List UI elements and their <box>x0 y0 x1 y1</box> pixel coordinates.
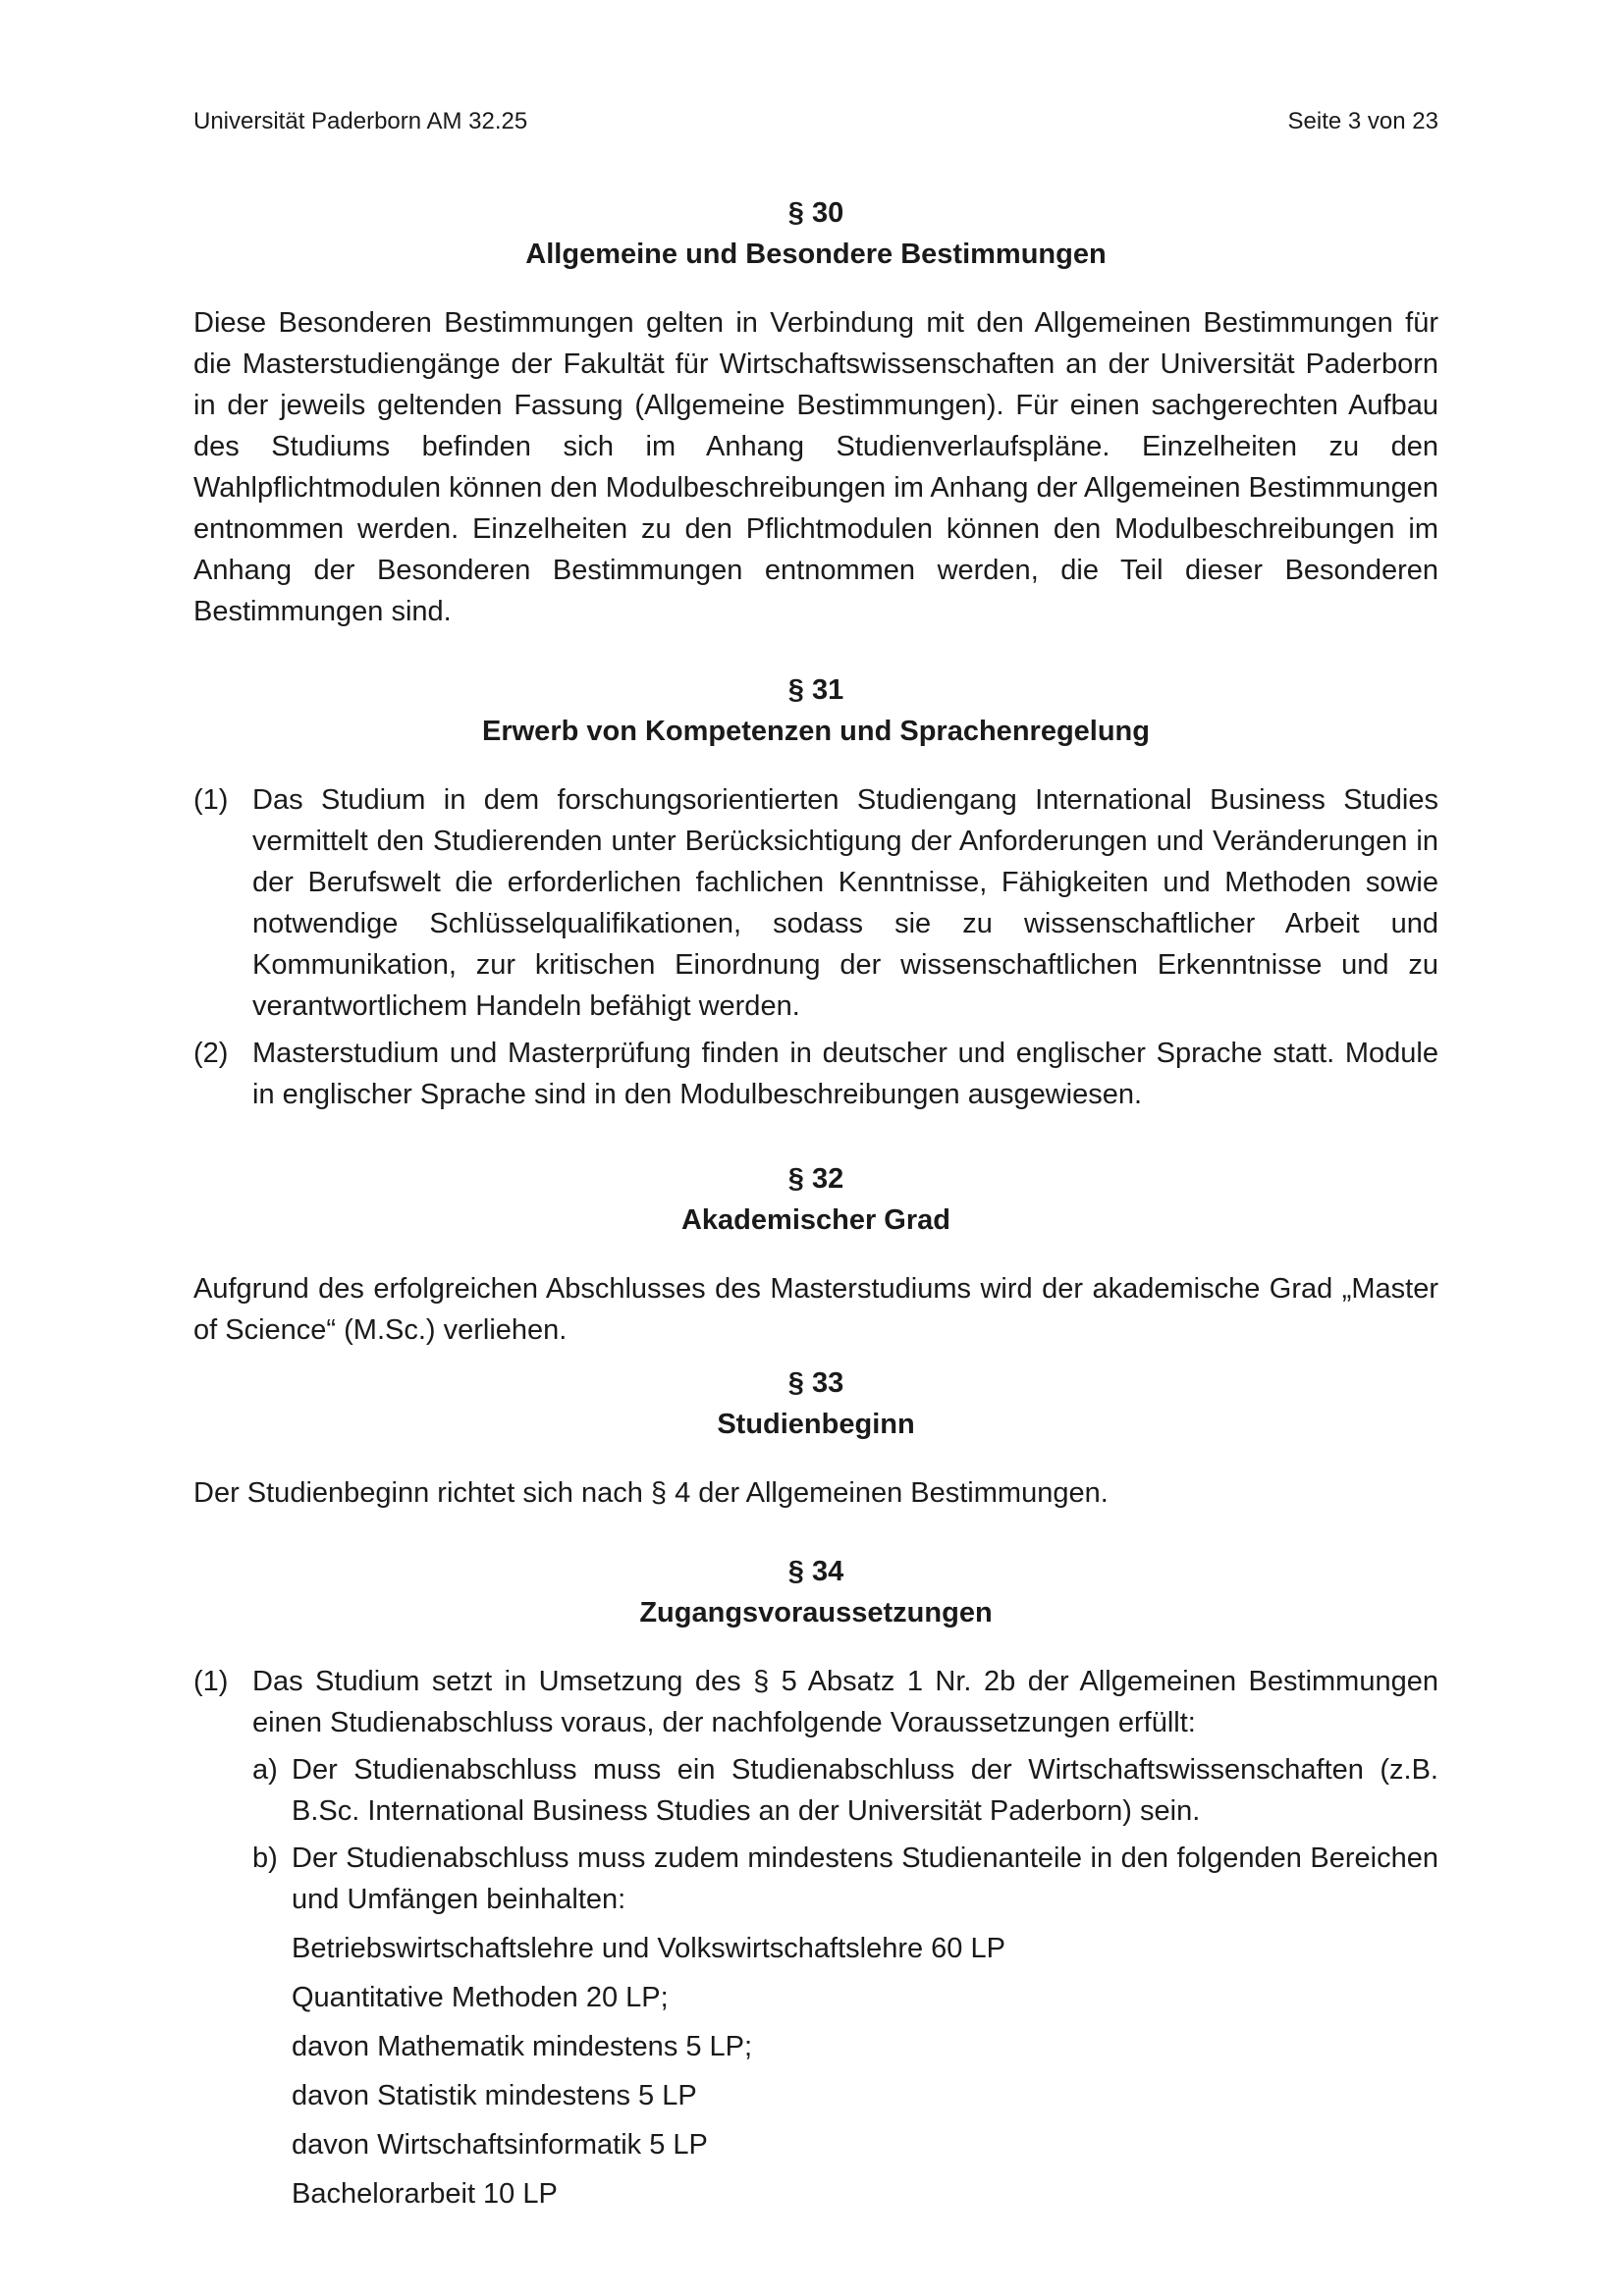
requirement-line: davon Statistik mindestens 5 LP <box>292 2080 697 2111</box>
section-30-title: Allgemeine und Besondere Bestimmungen <box>525 239 1107 270</box>
requirement-line: davon Wirtschaftsinformatik 5 LP <box>292 2129 708 2161</box>
requirement-line: Betriebswirtschaftslehre und Volkswirtschaftslehre 60 LP <box>292 1933 1005 1964</box>
section-33-text: Der Studienbeginn richtet sich nach § 4 der Allgemeinen Bestimmungen. <box>193 1477 1109 1509</box>
section-34-item-1 <box>193 1661 1438 1743</box>
section-33-title: Studienbeginn <box>717 1409 915 1440</box>
item-number: (1) <box>193 784 229 816</box>
header-page-number: Seite 3 von 23 <box>1287 108 1438 134</box>
item-text: Das Studium in dem forschungsorientierten Studiengang International Business Studies vermittelt den Studierenden unter Berücksichtigung der Anforderungen und Veränderungen in der Berufswelt die erforderlichen fachlichen Kenntnisse, Fähigkeiten und Methoden sowie notwendige Schlüsselqualifikationen, sodass sie zu wissenschaftlicher Arbeit und Kommunikation, zur kritischen Einordnung der wissenschaftlichen Erkenntnisse und zu verantwortlichem Handeln befähigt werden. <box>252 784 1438 1022</box>
sub-item-text: Der Studienabschluss muss ein Studienabschluss der Wirtschaftswissenschaften (z.B. B.Sc. International Business Studies an der Universität Paderborn) sein. <box>292 1754 1438 1827</box>
item-text: Masterstudium und Masterprüfung finden in deutscher und englischer Sprache statt. Module in englischer Sprache sind in den Modulbeschreibungen ausgewiesen. <box>252 1038 1438 1110</box>
requirement-line: davon Mathematik mindestens 5 LP; <box>292 2031 753 2062</box>
requirement-line: Quantitative Methoden 20 LP; <box>292 1982 669 2013</box>
sub-item-letter: b) <box>252 1842 278 1874</box>
section-33-heading <box>193 1362 1438 1445</box>
section-31-number: § 31 <box>787 674 844 706</box>
section-32-text: Aufgrund des erfolgreichen Abschlusses des Masterstudiums wird der akademische Grad „Master of Science“ (M.Sc.) verliehen. <box>193 1273 1438 1346</box>
section-30-number: § 30 <box>787 197 844 229</box>
section-34-heading <box>193 1551 1438 1633</box>
document-page <box>193 0 1438 2296</box>
section-30-text: Diese Besonderen Bestimmungen gelten in Verbindung mit den Allgemeinen Bestimmungen für die Masterstudiengänge der Fakultät für Wirtschaftswissenschaften an der Universität Paderborn in der jeweils geltenden Fassung (Allgemeine Bestimmungen). Für einen sachgerechten Aufbau des Studiums befinden sich im Anhang Studienverlaufspläne. Einzelheiten zu den Wahlpflichtmodulen können den Modulbeschreibungen im Anhang der Allgemeinen Bestimmungen entnommen werden. Einzelheiten zu den Pflichtmodulen können den Modulbeschreibungen im Anhang der Besonderen Bestimmungen entnommen werden, die Teil dieser Besonderen Bestimmungen sind. <box>193 307 1438 627</box>
section-34-number: § 34 <box>787 1556 844 1587</box>
sub-item-letter: a) <box>252 1754 278 1786</box>
section-34-sub-a <box>193 1749 1438 1832</box>
item-number: (1) <box>193 1666 229 1697</box>
section-34-title: Zugangsvoraussetzungen <box>639 1597 993 1629</box>
sub-item-text: Der Studienabschluss muss zudem mindestens Studienanteile in den folgenden Bereichen und Umfängen beinhalten: <box>292 1842 1438 1915</box>
section-31-heading <box>193 669 1438 752</box>
section-32-heading <box>193 1158 1438 1241</box>
section-31-item-1 <box>193 779 1438 1027</box>
item-text: Das Studium setzt in Umsetzung des § 5 Absatz 1 Nr. 2b der Allgemeinen Bestimmungen einen Studienabschluss voraus, der nachfolgende Voraussetzungen erfüllt: <box>252 1666 1438 1738</box>
requirement-line: Bachelorarbeit 10 LP <box>292 2178 558 2210</box>
document-body <box>193 192 1438 2222</box>
section-31-item-2 <box>193 1033 1438 1115</box>
section-30-heading <box>193 192 1438 275</box>
section-31-title: Erwerb von Kompetenzen und Sprachenregelung <box>482 716 1150 747</box>
item-number: (2) <box>193 1038 229 1069</box>
section-33-number: § 33 <box>787 1367 844 1399</box>
section-34-sub-b <box>193 1838 1438 1920</box>
section-32-title: Akademischer Grad <box>680 1204 950 1236</box>
section-32-number: § 32 <box>787 1163 844 1195</box>
header-institution: Universität Paderborn AM 32.25 <box>193 108 528 134</box>
running-header <box>193 104 1438 139</box>
